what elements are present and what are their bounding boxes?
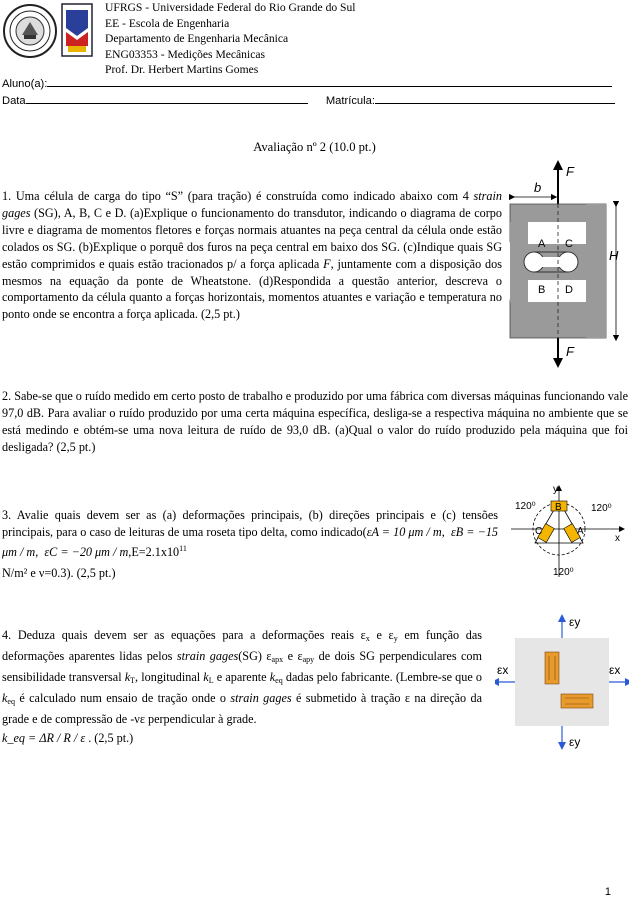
student-name-field[interactable] — [47, 76, 612, 87]
vertical-strain-gage — [545, 652, 559, 684]
header-university: UFRGS - Universidade Federal do Rio Grande do Sul — [105, 1, 356, 14]
force-bottom-arrow — [553, 358, 563, 368]
rosette-gauge-c-label: C — [535, 526, 543, 537]
student-name-label: Aluno(a): — [2, 78, 48, 90]
engineering-school-logo — [60, 2, 94, 60]
s-load-cell-figure — [500, 160, 629, 370]
keq-formula: k_eq = ΔR / R / ε — [2, 730, 86, 745]
axis-y-label: y — [553, 484, 558, 495]
epsilon-x-right-label: εx — [609, 663, 621, 677]
question-4-text: 4. Deduza quais devem ser as equações para a deformações reais $\varepsilon_x$ e $\varepsilon_y$ em função das deformações aparentes lidas pelos strain gages(SG) $\varepsilon_{apx}$ e $\varepsilon_{apy}$ de dois SG perpendiculares com sensibilidade transversal $k_T$, longitudinal $k_L$ e aparente $k_{eq}$ dadas pelo fabricante. (Lembre-se que o $k_{eq}$ é calculado num ensaio de tração onde o strain gages é submetido à tração ε na direção da grade e de compressão de -νε perpendicular à grade. k_eq = ΔR / R / ε . (2,5 pt.) — [2, 628, 483, 745]
question-2-text: 2. Sabe-se que o ruído medido em certo posto de trabalho e produzido por uma fábrica com diversas máquinas funcionando vale 97,0 dB. Para avaliar o ruído produzido por uma certa máquina específica, desliga-se a respectiva máquina no ambiente que se está medindo e obtém-se uma nova leitura de ruído de 93,0 dB. (a)Qual o valor do ruído produzido pela máquina que foi desligada? (2,5 pt.) — [2, 389, 628, 454]
dimension-b-label: b — [534, 180, 542, 195]
header-professor: Prof. Dr. Herbert Martins Gomes — [105, 63, 259, 77]
header-course: ENG03353 - Medições Mecânicas — [105, 47, 266, 61]
epsilon-y-top-label: εy — [569, 615, 581, 629]
rosette-gauge-b-label: B — [555, 502, 562, 513]
dimension-h-label: H — [609, 248, 619, 263]
date-field[interactable] — [26, 93, 308, 104]
strain-a-value: εA = 10 μm / m — [366, 524, 442, 539]
gauge-a-label: A — [538, 238, 546, 250]
header-block — [105, 0, 356, 78]
force-top-arrow — [553, 160, 563, 170]
page-title: Avaliação nº 2 (10.0 pt.) — [253, 140, 376, 154]
rosette-angle-left: 120⁰ — [515, 501, 536, 512]
rosette-angle-bottom: 120⁰ — [553, 567, 574, 578]
axis-x-label: x — [615, 533, 620, 544]
gauge-b-label: B — [538, 284, 546, 296]
date-label: Data — [2, 95, 26, 107]
gauge-d-label: D — [565, 284, 573, 296]
registration-field[interactable] — [375, 93, 615, 104]
strain-b-value: εB = −15 μm / m — [2, 524, 499, 559]
registration-label: Matrícula: — [325, 95, 375, 107]
ufrgs-seal-logo — [2, 2, 58, 60]
date-line — [2, 93, 627, 107]
question-3-text: 3. Avalie quais devem ser as (a) deformações principais, (b) direções principais e (c) tensões principais, para o caso de leituras de uma roseta tipo delta, como indicado(εA = 10 μm / m, εB = −15 μm / m, εC = −20 $\mu m / m,E=2.1x10^{11}$ N/m² e ν=0.3). (2,5 pt.) — [2, 508, 499, 580]
page-number: 1 — [604, 886, 611, 898]
header-school: EE - Escola de Engenharia — [105, 16, 230, 30]
question-1-text: 1. Uma célula de carga do tipo “S” (para tração) é construída como indicado abaixo com 4 strain gages (SG), A, B, C e D. (a)Explique o funcionamento do transdutor, indicando o diagrama de corpo livre e diagrama de momentos fletores e forças normais atuantes na peça central da célula onde estão colados os SG. (b)Explique o porquê dos furos na peça central em baixo dos SG. (c)Indique quais SG estão comprimidos e quais estão tracionados p/ a força aplicada F, juntamente com a disposição dos mesmos na equação da ponte de Wheatstone. (d)Respondida a questão anterior, descreva o comportamento da célula quanto a forças horizontais, momentos atuantes e variação e temperatura no ponto onde se encontra a força aplicada. (2,5 pt.) — [2, 189, 502, 322]
epsilon-y-bottom-label: εy — [569, 735, 581, 749]
student-name-line — [2, 76, 622, 90]
perpendicular-gauges-figure — [495, 612, 629, 752]
header-department: Departamento de Engenharia Mecânica — [105, 32, 289, 46]
force-top-label: F — [566, 164, 574, 179]
rosette-gauge-a-label: A — [577, 526, 584, 537]
gauge-c-label: C — [565, 238, 573, 250]
strain-c-value: εC = −20 μm / m — [44, 544, 129, 559]
force-bottom-label: F — [566, 344, 574, 359]
rosette-angle-right: 120⁰ — [591, 503, 612, 514]
delta-rosette-figure — [505, 483, 629, 581]
epsilon-x-left-label: εx — [497, 663, 509, 677]
horizontal-strain-gage — [561, 694, 593, 708]
